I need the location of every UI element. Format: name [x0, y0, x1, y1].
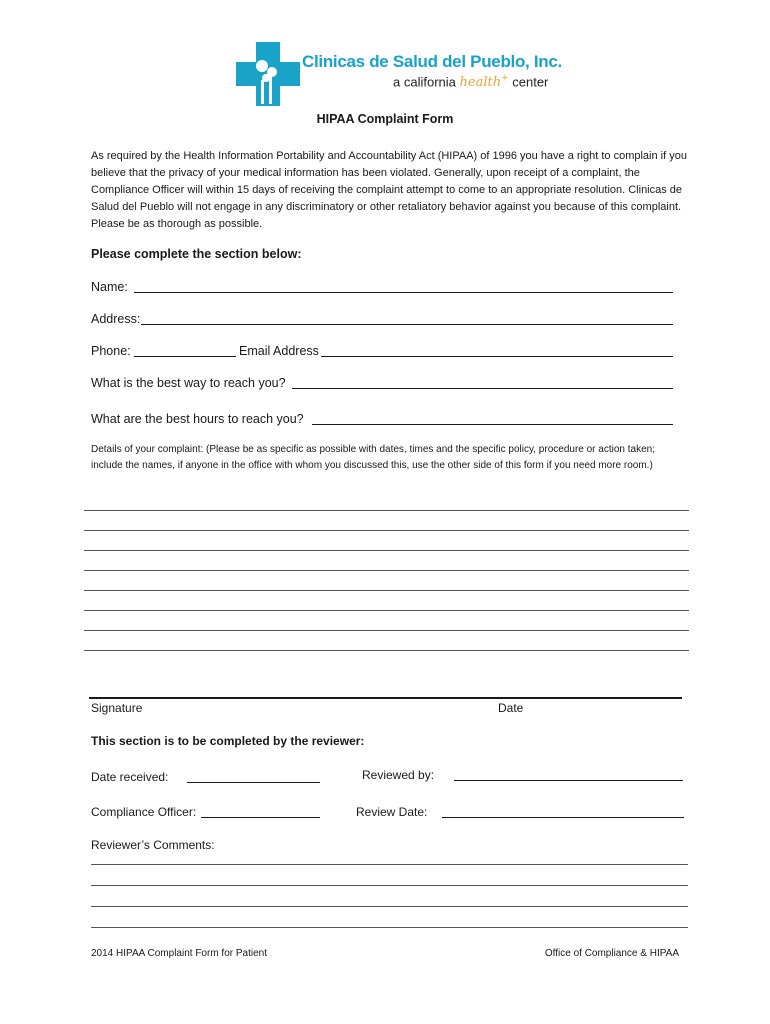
- best-way-label: What is the best way to reach you?: [91, 376, 286, 390]
- comments-line-3[interactable]: [91, 906, 688, 907]
- phone-label: Phone:: [91, 344, 131, 358]
- logo-cross-icon: [236, 42, 300, 106]
- reviewer-heading: This section is to be completed by the reviewer:: [91, 734, 365, 748]
- date-received-label: Date received:: [91, 770, 169, 784]
- review-date-label: Review Date:: [356, 805, 428, 819]
- address-field[interactable]: [141, 324, 673, 325]
- details-line-5[interactable]: [84, 590, 689, 591]
- reviewed-by-label: Reviewed by:: [362, 768, 435, 782]
- email-label: Email Address: [239, 344, 319, 358]
- details-line-4[interactable]: [84, 570, 689, 571]
- signature-line[interactable]: [89, 697, 682, 699]
- footer-right: Office of Compliance & HIPAA: [544, 948, 679, 959]
- compliance-officer-field[interactable]: [201, 817, 320, 818]
- details-line-7[interactable]: [84, 630, 689, 631]
- reviewer-comments-label: Reviewer’s Comments:: [91, 838, 215, 852]
- date-label: Date: [498, 701, 524, 715]
- logo-tagline: [393, 74, 548, 90]
- details-line-1[interactable]: [84, 510, 689, 511]
- comments-line-4[interactable]: [91, 927, 688, 928]
- comments-line-2[interactable]: [91, 885, 688, 886]
- details-instructions: Details of your complaint: (Please be as specific as possible with dates, times and the specific policy, procedure or action taken; include the names, if anyone in the office with whom you discussed this, use the other side of this form if you need more room.): [91, 444, 655, 471]
- details-line-3[interactable]: [84, 550, 689, 551]
- section-heading: Please complete the section below:: [91, 247, 302, 261]
- reviewed-by-field[interactable]: [454, 780, 683, 781]
- logo-org-name: Clinicas de Salud del Pueblo, Inc.: [302, 52, 562, 71]
- best-hours-label: What are the best hours to reach you?: [91, 412, 304, 426]
- phone-field[interactable]: [134, 356, 236, 357]
- details-line-8[interactable]: [84, 650, 689, 651]
- name-label: Name:: [91, 280, 128, 294]
- form-title: HIPAA Complaint Form: [316, 112, 454, 126]
- email-field[interactable]: [321, 356, 673, 357]
- details-line-6[interactable]: [84, 610, 689, 611]
- review-date-field[interactable]: [442, 817, 684, 818]
- date-received-field[interactable]: [187, 782, 320, 783]
- details-line-2[interactable]: [84, 530, 689, 531]
- logo-tagline-pre: a california: [393, 74, 456, 90]
- signature-label: Signature: [91, 701, 143, 715]
- footer-left: 2014 HIPAA Complaint Form for Patient: [91, 948, 268, 959]
- name-field[interactable]: [134, 292, 673, 293]
- best-way-field[interactable]: [292, 388, 673, 389]
- best-hours-field[interactable]: [312, 424, 673, 425]
- logo-tagline-health: health+: [459, 74, 509, 91]
- logo-tagline-post: center: [512, 74, 549, 90]
- comments-line-1[interactable]: [91, 864, 688, 865]
- intro-paragraph: As required by the Health Information Portability and Accountability Act (HIPAA) of 1996 you have a right to complain if you believe that the privacy of your medical information has been violated. Generally, upon receipt of a complaint, the Compliance Officer will within 15 days of receiving the complaint attempt to come to an appropriate resolution. Clinicas de Salud del Pueblo will not engage in any discriminatory or other retaliatory behavior against you because of this complaint. Please be as thorough as possible.: [91, 150, 687, 230]
- address-label: Address:: [91, 312, 141, 326]
- compliance-officer-label: Compliance Officer:: [91, 805, 197, 819]
